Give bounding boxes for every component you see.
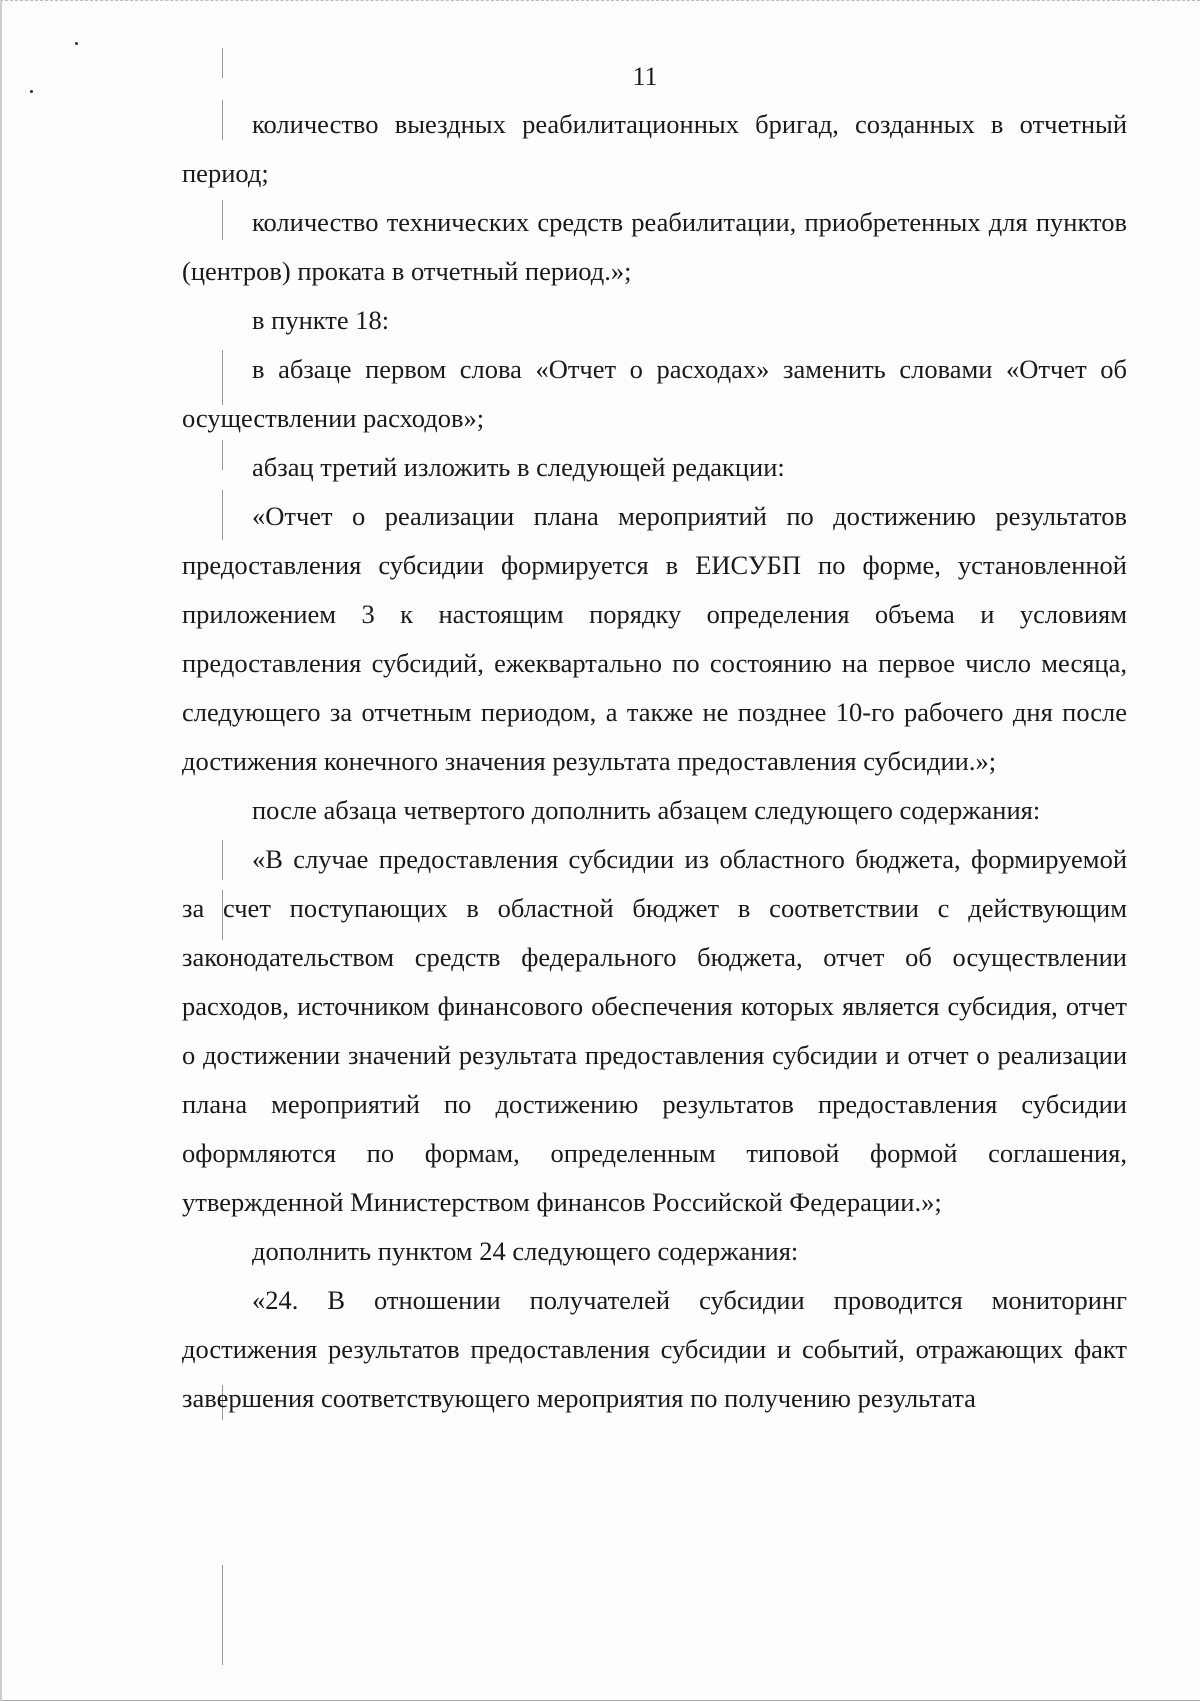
paragraph: после абзаца четвертого дополнить абзацем следующего содержания:	[252, 795, 1041, 825]
scan-speck	[75, 42, 78, 45]
paragraph: «В случае предоставления субсидии из областного бюджета, формируемой за счет поступающих в областной бюджет в соответствии с действующим законодательством средств федерального бюджета, отчет об осуществлении расходов, источником финансового обеспечения которых является субсидия, отчет о достижении значений результата предоставления субсидии и отчет о реализации плана мероприятий по достижению результатов предоставления субсидии оформляются по формам, определенным типовой формой соглашения, утвержденной Министерством финансов Российской Федерации.»;	[182, 844, 1127, 1217]
paragraph: в абзаце первом слова «Отчет о расходах» заменить словами «Отчет об осуществлении расходов»;	[182, 354, 1127, 433]
paragraph: «Отчет о реализации плана мероприятий по достижению результатов предоставления субсидии формируется в ЕИСУБП по форме, установленной приложением 3 к настоящим порядку определения объема и условиям предоставления субсидий, ежеквартально по состоянию на первое число месяца, следующего за отчетным периодом, а также не позднее 10-го рабочего дня после достижения конечного значения результата предоставления субсидии.»;	[182, 501, 1127, 776]
scan-mark	[222, 1565, 223, 1665]
scan-left-edge	[0, 0, 2, 1701]
scan-bottom-edge	[0, 1697, 1200, 1701]
paragraph: дополнить пунктом 24 следующего содержания:	[252, 1236, 799, 1266]
paragraph: количество выездных реабилитационных бригад, созданных в отчетный период;	[182, 109, 1127, 188]
scan-top-edge	[0, 0, 1200, 5]
paragraph: абзац третий изложить в следующей редакции:	[252, 452, 785, 482]
paragraph: количество технических средств реабилитации, приобретенных для пунктов (центров) проката в отчетный период.»;	[182, 207, 1127, 286]
page-number: 11	[632, 62, 658, 91]
paragraph: «24. В отношении получателей субсидии проводится мониторинг достижения результатов предоставления субсидии и событий, отражающих факт завершения соответствующего мероприятия по получению результата	[182, 1285, 1127, 1413]
document-body	[182, 100, 1127, 1423]
paragraph: в пункте 18:	[252, 305, 390, 335]
